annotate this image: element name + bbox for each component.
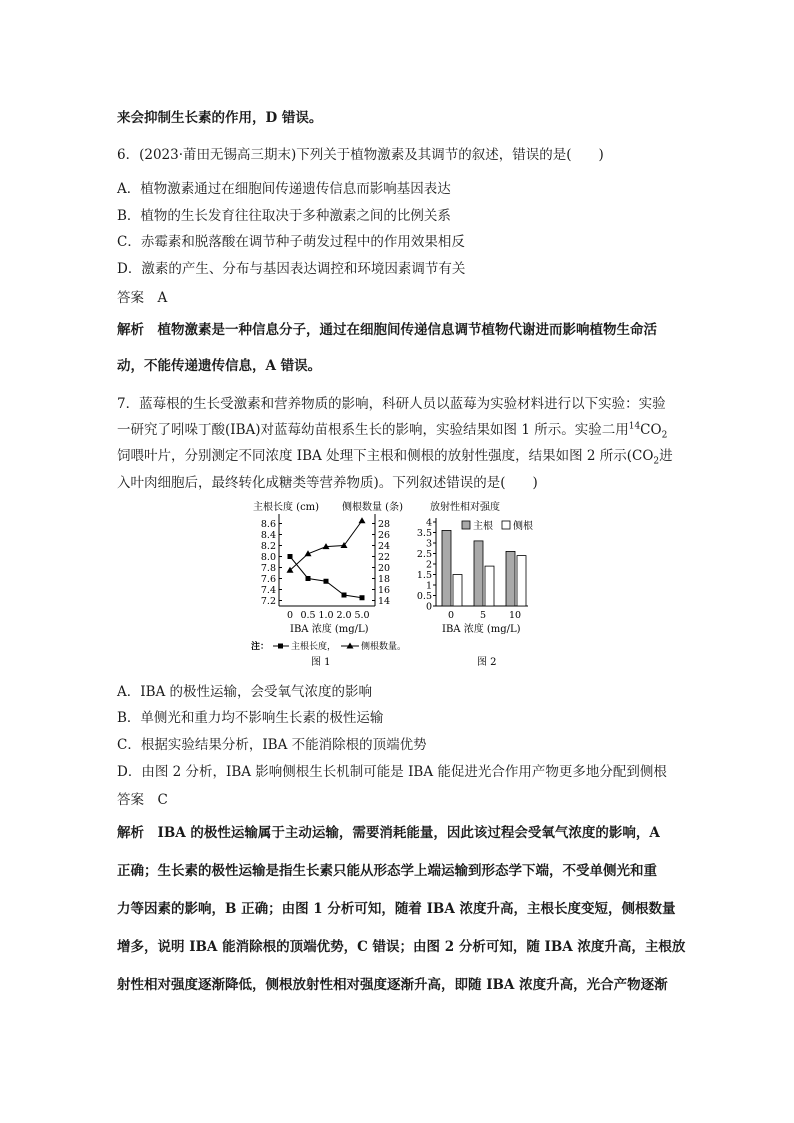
x-tick-label: 1.0 bbox=[318, 610, 334, 621]
explanation-line: 射性相对强度逐渐降低，侧根放射性相对强度逐渐升高，即随 IBA 浓度升高，光合产物逐渐 bbox=[117, 977, 668, 993]
figure-caption: 图 2 bbox=[477, 657, 497, 668]
x-tick-label: 2.0 bbox=[336, 610, 352, 621]
figure-2 bbox=[416, 498, 550, 670]
figure-caption: 图 1 bbox=[311, 657, 331, 668]
y-tick-label-left: 8.4 bbox=[260, 530, 276, 541]
y-axis-title-left: 主根长度 (cm) bbox=[253, 502, 320, 513]
y-axis-title: 放射性相对强度 bbox=[430, 502, 500, 513]
option-a: A．IBA 的极性运输，会受氧气浓度的影响 bbox=[117, 684, 373, 700]
y-tick-label-left: 8.2 bbox=[260, 541, 276, 552]
data-point-triangle bbox=[359, 517, 366, 523]
y-tick-label: 2.5 bbox=[416, 549, 432, 560]
y-tick-label-left: 7.6 bbox=[260, 574, 276, 585]
legend-label: 主根 bbox=[473, 521, 493, 532]
explanation-line: 增多，说明 IBA 能消除根的顶端优势，C 错误；由图 2 分析可知，随 IBA 浓度升高，主根放 bbox=[117, 939, 686, 955]
data-point-square bbox=[324, 579, 329, 584]
option-a: A．植物激素通过在细胞间传递遗传信息而影响基因表达 bbox=[117, 181, 451, 197]
y-tick-label: 1 bbox=[425, 580, 432, 592]
y-tick-label-right: 14 bbox=[378, 596, 391, 607]
question-7-stem: 一研究了吲哚丁酸(IBA)对蓝莓幼苗根系生长的影响，实验结果如图 1 所示。实验二用$^{14}CO_2$ bbox=[117, 421, 668, 441]
x-tick-label: 10 bbox=[508, 610, 522, 621]
option-d: D．由图 2 分析，IBA 影响侧根生长机制可能是 IBA 能促进光合作用产物更多地分配到侧根 bbox=[117, 764, 667, 780]
bar-lateral-root bbox=[453, 575, 462, 607]
y-tick-label-right: 24 bbox=[378, 541, 391, 552]
y-tick-label-right: 28 bbox=[378, 519, 391, 530]
option-c: C．赤霉素和脱落酸在调节种子萌发过程中的作用效果相反 bbox=[117, 234, 465, 250]
x-tick-label: 0 bbox=[286, 610, 294, 621]
y-tick-label-right: 16 bbox=[378, 585, 391, 596]
data-point-square bbox=[288, 554, 293, 559]
bar-main-root bbox=[506, 551, 515, 606]
answer: 答案 A bbox=[117, 290, 168, 306]
y-axis-title-right: 侧根数量 (条) bbox=[342, 502, 403, 513]
explanation-line: 解析 IBA 的极性运输属于主动运输，需要消耗能量，因此该过程会受氧气浓度的影响，A bbox=[117, 825, 660, 841]
x-tick-label: 5 bbox=[479, 610, 487, 621]
y-tick-label: 0.5 bbox=[416, 591, 432, 602]
explanation-line: 正确；生长素的极性运输是指生长素只能从形态学上端运输到形态学下端，不受单侧光和重 bbox=[117, 863, 657, 879]
y-tick-label-left: 8.0 bbox=[260, 552, 276, 563]
bar-main-root bbox=[442, 530, 451, 606]
y-tick-label-left: 8.6 bbox=[260, 519, 276, 530]
question-7-stem: 7．蓝莓根的生长受激素和营养物质的影响，科研人员以蓝莓为实验材料进行以下实验：实验 bbox=[117, 396, 666, 412]
line-chart bbox=[245, 498, 425, 670]
legend-item: 主根长度， bbox=[291, 642, 337, 652]
legend-triangle-marker bbox=[341, 643, 359, 649]
x-tick-label: 0 bbox=[447, 610, 455, 621]
figure-1 bbox=[245, 498, 425, 670]
legend-note: 注： bbox=[251, 642, 270, 652]
bar-main-root bbox=[474, 541, 483, 606]
explanation-line: 解析 植物激素是一种信息分子，通过在细胞间传递信息调节植物代谢进而影响植物生命活 bbox=[117, 322, 657, 338]
text-line: 来会抑制生长素的作用，D 错误。 bbox=[117, 110, 323, 126]
y-tick-label-left: 7.4 bbox=[260, 585, 276, 596]
y-tick-label-right: 18 bbox=[378, 574, 391, 585]
answer: 答案 C bbox=[117, 792, 168, 808]
y-tick-label-left: 7.2 bbox=[260, 596, 276, 607]
question-6-stem: 6．(2023·莆田无锡高三期末)下列关于植物激素及其调节的叙述，错误的是( ) bbox=[117, 147, 604, 163]
x-axis-title: IBA 浓度 (mg/L) bbox=[290, 624, 369, 635]
y-tick-label-right: 20 bbox=[378, 563, 391, 574]
legend-swatch bbox=[502, 521, 510, 529]
y-tick-label-right: 22 bbox=[378, 552, 391, 563]
data-point-square bbox=[306, 576, 311, 581]
legend-item: 侧根数量。 bbox=[361, 642, 407, 652]
y-tick-label: 2 bbox=[425, 559, 432, 571]
option-d: D．激素的产生、分布与基因表达调控和环境因素调节有关 bbox=[117, 261, 466, 277]
x-tick-label: 0.5 bbox=[300, 610, 316, 621]
explanation-line: 力等因素的影响，B 正确；由图 1 分析可知，随着 IBA 浓度升高，主根长度变短，侧根数量 bbox=[117, 901, 676, 917]
legend-square-marker bbox=[273, 644, 289, 649]
data-point-square bbox=[360, 595, 365, 600]
y-tick-label: 3 bbox=[425, 538, 432, 550]
x-tick-label: 5.0 bbox=[354, 610, 370, 621]
question-7-stem: 入叶肉细胞后，最终转化成糖类等营养物质)。下列叙述错误的是( ) bbox=[117, 475, 538, 491]
option-b: B．植物的生长发育往往取决于多种激素之间的比例关系 bbox=[117, 208, 451, 224]
y-tick-label: 0 bbox=[425, 601, 432, 613]
legend-label: 侧根 bbox=[513, 521, 533, 532]
y-tick-label-left: 7.8 bbox=[260, 563, 276, 574]
y-tick-label: 4 bbox=[425, 517, 432, 529]
data-point-square bbox=[342, 593, 347, 598]
question-7-stem: 饲喂叶片，分别测定不同浓度 IBA 处理下主根和侧根的放射性强度，结果如图 2 所示($CO_2$进 bbox=[117, 448, 673, 467]
explanation-line: 动，不能传递遗传信息，A 错误。 bbox=[117, 358, 322, 374]
x-axis-title: IBA 浓度 (mg/L) bbox=[442, 624, 521, 635]
bar-lateral-root bbox=[485, 566, 494, 606]
option-b: B．单侧光和重力均不影响生长素的极性运输 bbox=[117, 710, 384, 726]
y-tick-label: 1.5 bbox=[416, 570, 432, 581]
option-c: C．根据实验结果分析，IBA 不能消除根的顶端优势 bbox=[117, 737, 427, 753]
y-tick-label-right: 26 bbox=[378, 530, 391, 541]
bar-chart bbox=[416, 498, 550, 670]
bar-lateral-root bbox=[517, 556, 526, 606]
y-tick-label: 3.5 bbox=[416, 528, 432, 539]
series-line-main-root bbox=[290, 557, 362, 598]
legend-swatch bbox=[462, 521, 470, 529]
